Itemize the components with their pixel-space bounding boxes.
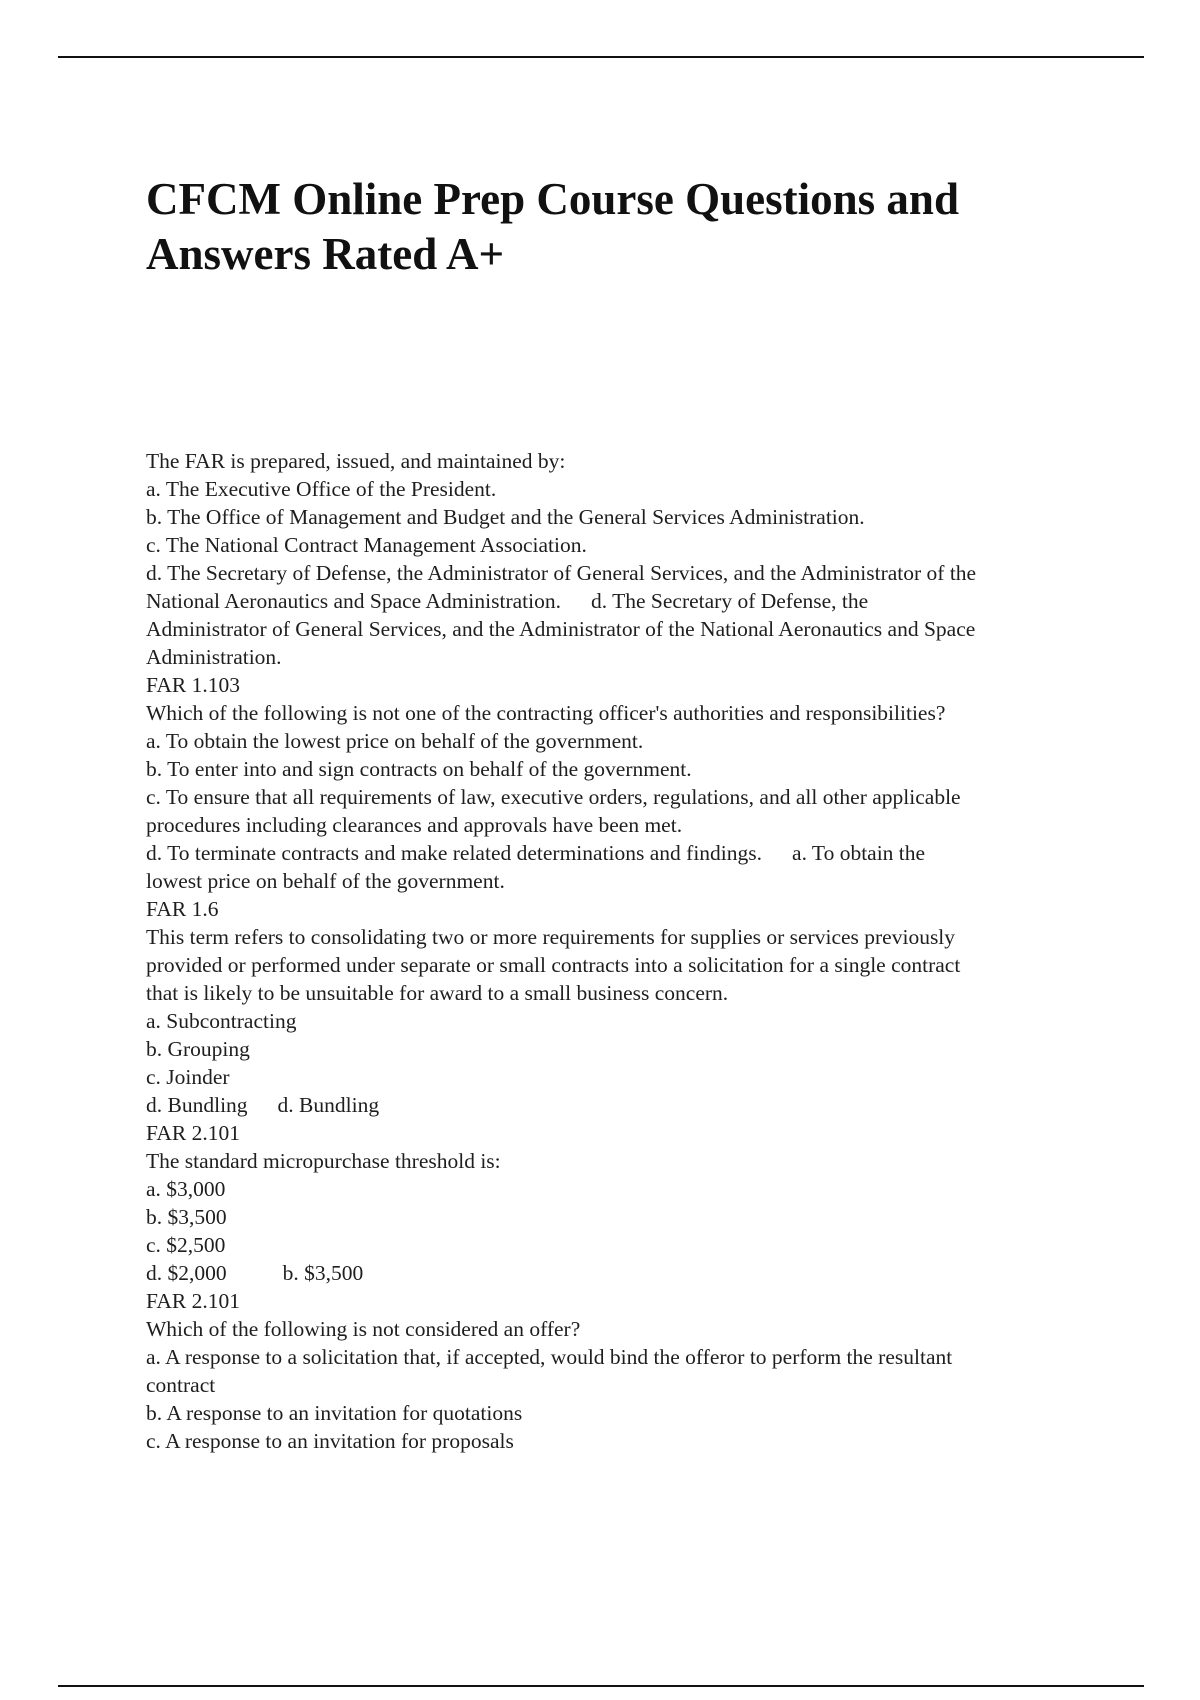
text-segment: d. $2,000 (146, 1261, 227, 1285)
question-3-answer: d. Bundling (277, 1093, 380, 1117)
question-2-text: Which of the following is not one of the contracting officer's authorities and responsibilities? (146, 701, 946, 725)
title-line-1: CFCM Online Prep Course Questions and (146, 174, 959, 224)
question-4-option-b: b. $3,500 (146, 1205, 227, 1229)
question-5-option-a: a. A response to a solicitation that, if accepted, would bind the offeror to perform the resultant (146, 1345, 953, 1369)
question-1-option-c: c. The National Contract Management Association. (146, 533, 587, 557)
question-4-text: The standard micropurchase threshold is: (146, 1149, 501, 1173)
question-3-option-c: c. Joinder (146, 1065, 230, 1089)
question-2-option-c-cont: procedures including clearances and approvals have been met. (146, 813, 683, 837)
title-line-2: Answers Rated A+ (146, 229, 505, 279)
question-3-option-d (146, 1091, 1091, 1119)
question-4-option-a: a. $3,000 (146, 1177, 226, 1201)
question-1-text: The FAR is prepared, issued, and maintained by: (146, 449, 566, 473)
question-3-text-end: that is likely to be unsuitable for award to a small business concern. (146, 981, 729, 1005)
question-4-answer: b. $3,500 (282, 1261, 364, 1285)
question-1-option-d-cont (146, 587, 1091, 615)
document-title (146, 172, 1086, 282)
question-2-reference: FAR 1.6 (146, 897, 219, 921)
question-3-text-cont: provided or performed under separate or small contracts into a solicitation for a single contract (146, 953, 961, 977)
question-1-answer: d. The Secretary of Defense, the (590, 589, 869, 613)
question-3-option-b: b. Grouping (146, 1037, 250, 1061)
question-5-text: Which of the following is not considered an offer? (146, 1317, 581, 1341)
text-segment: National Aeronautics and Space Administration. (146, 589, 561, 613)
question-3-text: This term refers to consolidating two or more requirements for supplies or services previously (146, 925, 956, 949)
question-5-option-a-cont: contract (146, 1373, 216, 1397)
question-1-option-b: b. The Office of Management and Budget and the General Services Administration. (146, 505, 865, 529)
text-segment: d. Bundling (146, 1093, 248, 1117)
question-2-option-d (146, 839, 1091, 867)
question-5-option-b: b. A response to an invitation for quotations (146, 1401, 523, 1425)
question-5-option-c: c. A response to an invitation for proposals (146, 1429, 514, 1453)
question-1-answer-cont: Administrator of General Services, and the Administrator of the National Aeronautics and Space (146, 617, 976, 641)
question-1-reference: FAR 1.103 (146, 673, 240, 697)
question-4-option-c: c. $2,500 (146, 1233, 226, 1257)
question-3-option-a: a. Subcontracting (146, 1009, 297, 1033)
top-rule (58, 56, 1144, 58)
question-2-option-b: b. To enter into and sign contracts on behalf of the government. (146, 757, 692, 781)
question-2-answer-cont: lowest price on behalf of the government. (146, 869, 505, 893)
question-1-option-d: d. The Secretary of Defense, the Administrator of General Services, and the Administrator of the (146, 561, 977, 585)
question-1-option-a: a. The Executive Office of the President. (146, 477, 497, 501)
question-2-option-a: a. To obtain the lowest price on behalf of the government. (146, 729, 644, 753)
question-3-reference: FAR 2.101 (146, 1121, 240, 1145)
bottom-rule (58, 1685, 1144, 1687)
document-body (146, 447, 1091, 1455)
question-4-option-d (146, 1259, 1091, 1287)
question-2-option-c: c. To ensure that all requirements of law, executive orders, regulations, and all other applicable (146, 785, 961, 809)
question-1-answer-end: Administration. (146, 645, 282, 669)
question-2-answer: a. To obtain the (792, 841, 926, 865)
text-segment: d. To terminate contracts and make related determinations and findings. (146, 841, 763, 865)
question-4-reference: FAR 2.101 (146, 1289, 240, 1313)
